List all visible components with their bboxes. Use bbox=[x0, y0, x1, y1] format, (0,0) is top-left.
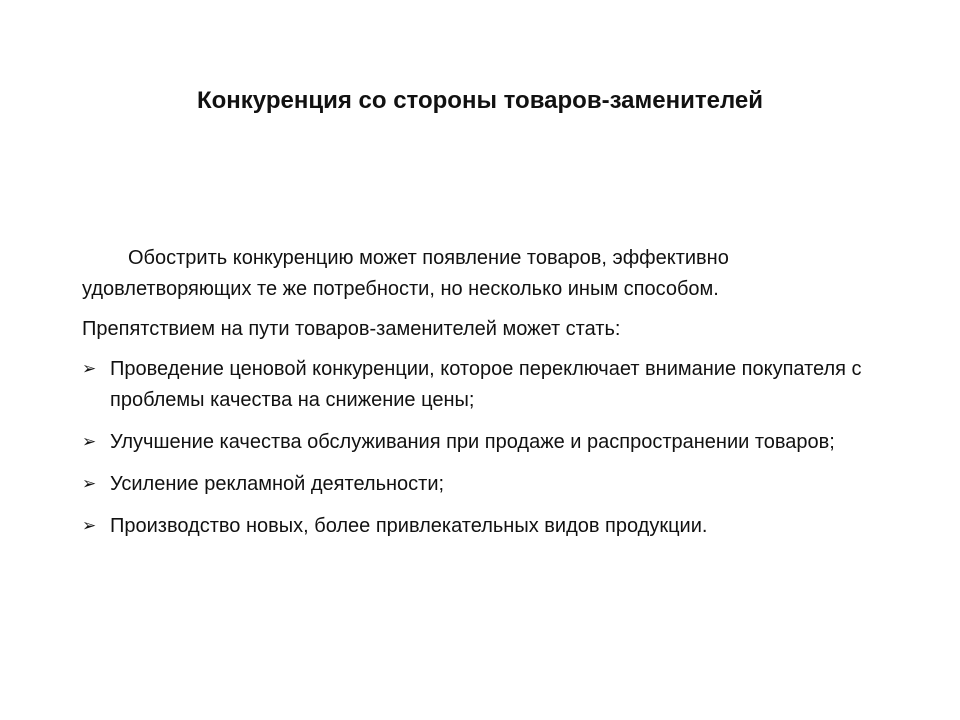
lead-paragraph: Препятствием на пути товаров-заменителей может стать: bbox=[82, 318, 621, 340]
bullet-list bbox=[82, 354, 882, 542]
list-item-text: Проведение ценовой конкуренции, которое переключает внимание покупателя с проблемы качества на снижение цены; bbox=[110, 358, 862, 411]
list-item-text: Улучшение качества обслуживания при продаже и распространении товаров; bbox=[110, 431, 835, 453]
slide-body bbox=[82, 243, 882, 553]
list-item bbox=[82, 354, 882, 416]
list-item bbox=[82, 469, 882, 500]
list-item bbox=[82, 427, 882, 458]
list-item-text: Усиление рекламной деятельности; bbox=[110, 473, 445, 495]
arrowhead-bullet-icon: ➢ bbox=[82, 516, 97, 536]
list-item bbox=[82, 511, 882, 542]
arrowhead-bullet-icon: ➢ bbox=[82, 359, 97, 379]
slide-title: Конкуренция со стороны товаров-заменителей bbox=[196, 87, 764, 114]
list-item-text: Производство новых, более привлекательных видов продукции. bbox=[110, 515, 708, 537]
intro-paragraph: Обострить конкуренцию может появление товаров, эффективно удовлетворяющих те же потребности, но несколько иным способом. bbox=[82, 247, 729, 300]
arrowhead-bullet-icon: ➢ bbox=[82, 474, 97, 494]
arrowhead-bullet-icon: ➢ bbox=[82, 432, 97, 452]
